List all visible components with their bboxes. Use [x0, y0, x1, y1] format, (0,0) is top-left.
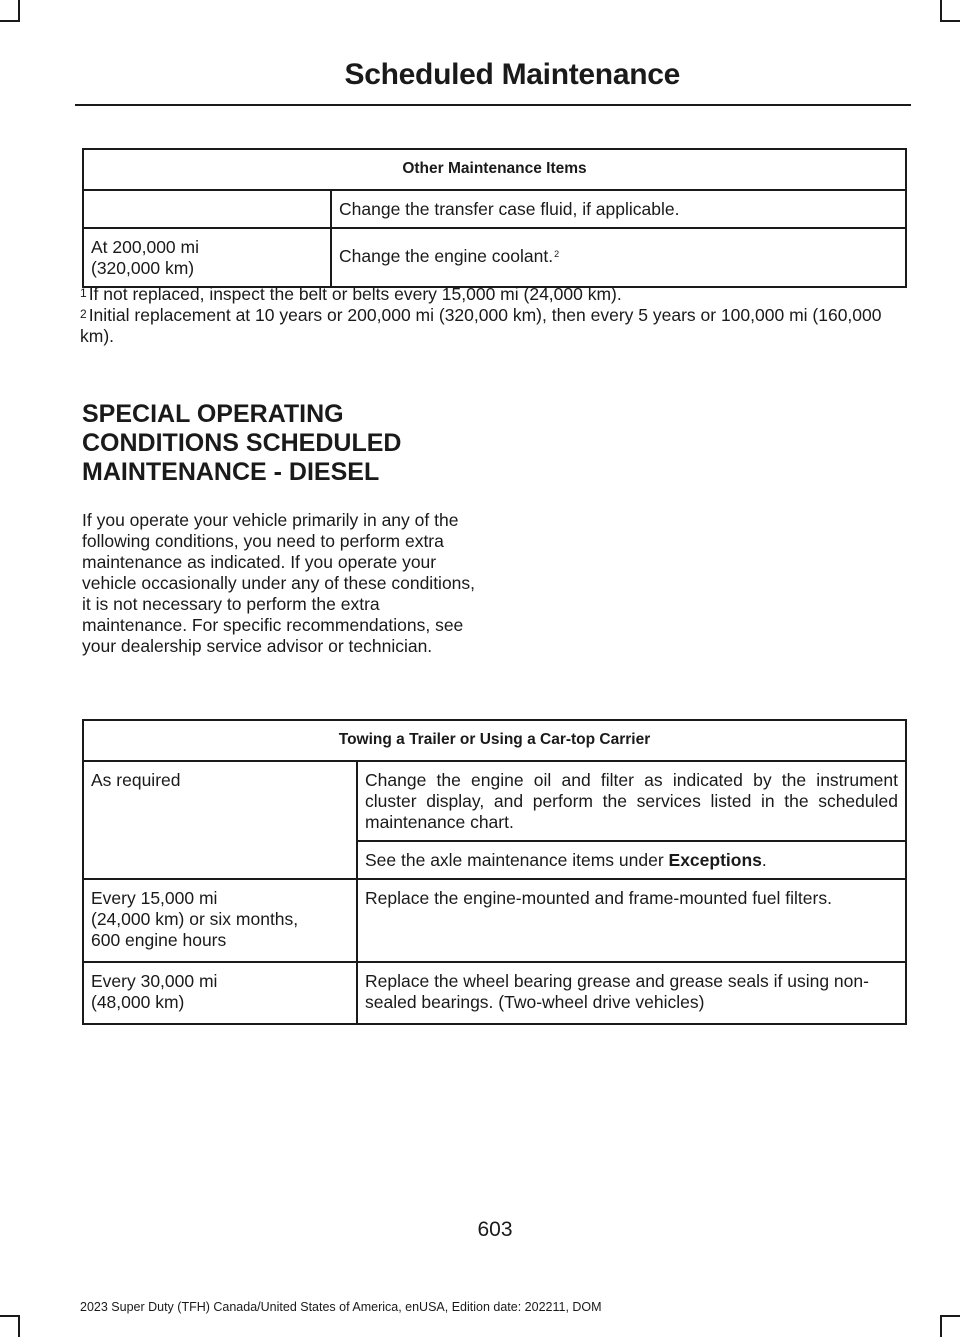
- table-row: [83, 962, 906, 1024]
- interval-line: Every 30,000 mi: [91, 971, 218, 991]
- crop-mark: [940, 1315, 942, 1337]
- interval-cell: [83, 228, 331, 287]
- table-row: [83, 879, 906, 962]
- item-text: .: [761, 850, 767, 870]
- interval-cell: [83, 841, 357, 879]
- footnote-mark: 1: [80, 286, 87, 300]
- table-row: [83, 841, 906, 879]
- table-title: Other Maintenance Items: [83, 149, 906, 190]
- heading-line: MAINTENANCE - DIESEL: [82, 458, 380, 486]
- exceptions-reference: Exceptions: [668, 850, 762, 870]
- table-row: [83, 190, 906, 228]
- interval-line: Every 15,000 mi: [91, 888, 218, 908]
- crop-mark: [940, 0, 942, 22]
- item-cell: Change the engine oil and filter as indicated by the instrument cluster display, and perform the services listed in the scheduled maintenance chart.: [357, 761, 906, 841]
- crop-mark: [0, 20, 20, 22]
- interval-line: (48,000 km): [91, 992, 185, 1012]
- crop-mark: [18, 0, 20, 22]
- item-cell: [331, 228, 906, 287]
- table-row: [83, 228, 906, 287]
- page-number: 603: [477, 1218, 513, 1241]
- item-cell: Replace the wheel bearing grease and grease seals if using non-sealed bearings. (Two-wheel drive vehicles): [357, 962, 906, 1024]
- section-heading: [82, 400, 502, 487]
- item-cell: [357, 841, 906, 879]
- footnote-text: Initial replacement at 10 years or 200,000 mi (320,000 km), then every 5 years or 100,000 mi (160,000 km).: [80, 305, 882, 346]
- footer-text: 2023 Super Duty (TFH) Canada/United States of America, enUSA, Edition date: 202211, DOM: [80, 1300, 602, 1314]
- crop-mark: [940, 20, 960, 22]
- footnote-text: If not replaced, inspect the belt or belts every 15,000 mi (24,000 km).: [88, 284, 622, 304]
- heading-line: CONDITIONS SCHEDULED: [82, 429, 402, 457]
- item-text: See the axle maintenance items under: [365, 850, 669, 870]
- interval-cell: [83, 190, 331, 228]
- footnote: [80, 305, 900, 347]
- heading-line: SPECIAL OPERATING: [82, 400, 344, 428]
- crop-mark: [940, 1315, 960, 1317]
- towing-table: [82, 719, 907, 1025]
- footnotes: [80, 284, 900, 347]
- crop-mark: [0, 1315, 20, 1317]
- interval-line: (24,000 km) or six months,: [91, 909, 299, 929]
- other-maintenance-table: [82, 148, 907, 288]
- footnote: [80, 284, 900, 305]
- interval-line: 600 engine hours: [91, 930, 227, 950]
- page-header-title: Scheduled Maintenance: [344, 58, 680, 91]
- section-body-text: If you operate your vehicle primarily in any of the following conditions, you need to perform extra maintenance as indicated. If you operate your vehicle occasionally under any of these conditions, it is not necessary to perform the extra maintenance. For specific recommendations, see your dealership service advisor or technician.: [82, 510, 476, 656]
- interval-cell: As required: [83, 761, 357, 841]
- footnote-mark: 2: [80, 307, 87, 321]
- item-text: Change the engine coolant.: [339, 246, 554, 266]
- interval-line: (320,000 km): [91, 258, 195, 278]
- header-divider: [75, 104, 911, 106]
- crop-mark: [18, 1315, 20, 1337]
- interval-cell: [83, 879, 357, 962]
- interval-cell: [83, 962, 357, 1024]
- item-cell: Change the transfer case fluid, if applicable.: [331, 190, 906, 228]
- item-cell: Replace the engine-mounted and frame-mounted fuel filters.: [357, 879, 906, 962]
- table-row: [83, 761, 906, 841]
- interval-line: At 200,000 mi: [91, 237, 199, 257]
- footnote-ref: 2: [554, 249, 560, 259]
- table-title: Towing a Trailer or Using a Car-top Carrier: [83, 720, 906, 761]
